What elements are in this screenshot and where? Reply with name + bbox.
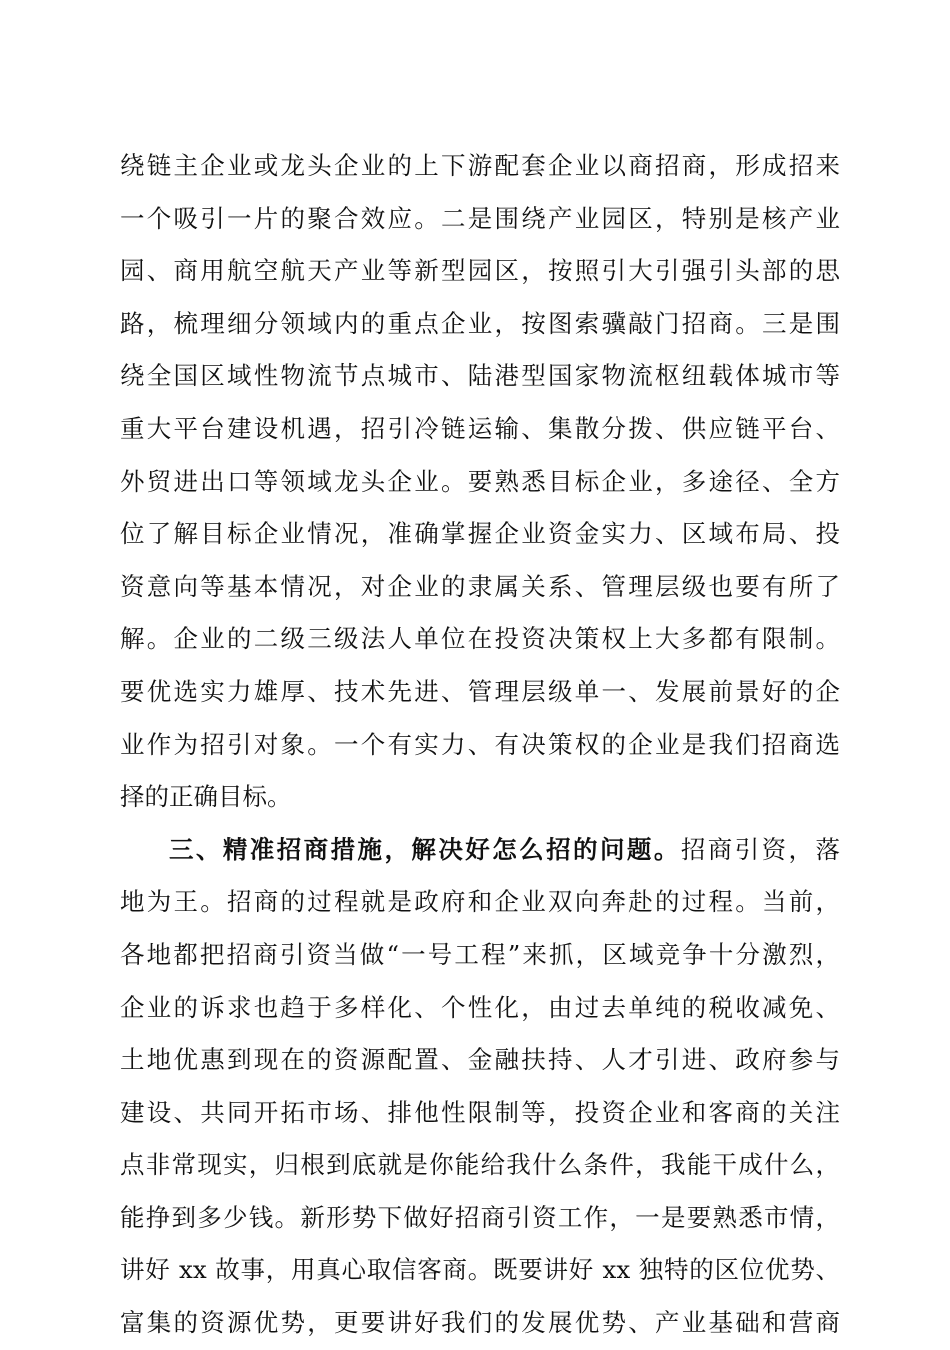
paragraph-line: 园、商用航空航天产业等新型园区，按照引大引强引头部的思 [120, 256, 840, 286]
paragraph-line: 能挣到多少钱。新形势下做好招商引资工作，一是要熟悉市情， [120, 1202, 840, 1232]
paragraph-line: 解。企业的二级三级法人单位在投资决策权上大多都有限制。 [120, 624, 840, 654]
paragraph-line: 绕全国区域性物流节点城市、陆港型国家物流枢纽载体城市等 [120, 361, 840, 391]
paragraph-2 [120, 824, 840, 1350]
paragraph-line: 外贸进出口等领域龙头企业。要熟悉目标企业，多途径、全方 [120, 466, 840, 496]
paragraph-line: 位了解目标企业情况，准确掌握企业资金实力、区域布局、投 [120, 519, 840, 549]
heading-line-rest: 招商引资，落 [680, 834, 840, 864]
paragraph-line: 建设、共同开拓市场、排他性限制等，投资企业和客商的关注 [120, 1097, 840, 1127]
paragraph-line: 重大平台建设机遇，招引冷链运输、集散分拨、供应链平台、 [120, 413, 840, 443]
paragraph-line: 绕链主企业或龙头企业的上下游配套企业以商招商，形成招来 [120, 151, 840, 180]
paragraph-line: 要优选实力雄厚、技术先进、管理层级单一、发展前景好的企 [120, 676, 840, 706]
paragraph-line: 各地都把招商引资当做“一号工程”来抓，区域竞争十分激烈， [120, 939, 840, 969]
paragraph-line: 土地优惠到现在的资源配置、金融扶持、人才引进、政府参与 [120, 1045, 840, 1075]
paragraph-line: 业作为招引对象。一个有实力、有决策权的企业是我们招商选 [120, 729, 840, 759]
paragraph-line: 资意向等基本情况，对企业的隶属关系、管理层级也要有所了 [120, 571, 840, 601]
section-heading: 三、精准招商措施，解决好怎么招的问题。 [169, 834, 681, 864]
paragraph-line: 择的正确目标。 [120, 782, 292, 812]
paragraph-line: 路，梳理细分领域内的重点企业，按图索骥敲门招商。三是围 [120, 308, 840, 338]
paragraph-line: 富集的资源优势，更要讲好我们的发展优势、产业基础和营商 [120, 1308, 840, 1338]
body-text [120, 140, 840, 1350]
paragraph-first-line [120, 824, 840, 877]
paragraph-line: 一个吸引一片的聚合效应。二是围绕产业园区，特别是核产业 [120, 203, 840, 233]
paragraph-line: 讲好 xx 故事，用真心取信客商。既要讲好 xx 独特的区位优势、 [120, 1255, 840, 1285]
paragraph-1 [120, 140, 840, 824]
paragraph-line: 地为王。招商的过程就是政府和企业双向奔赴的过程。当前， [120, 887, 840, 917]
paragraph-line: 点非常现实，归根到底就是你能给我什么条件，我能干成什么， [120, 1150, 840, 1180]
paragraph-line: 企业的诉求也趋于多样化、个性化，由过去单纯的税收减免、 [120, 992, 840, 1022]
